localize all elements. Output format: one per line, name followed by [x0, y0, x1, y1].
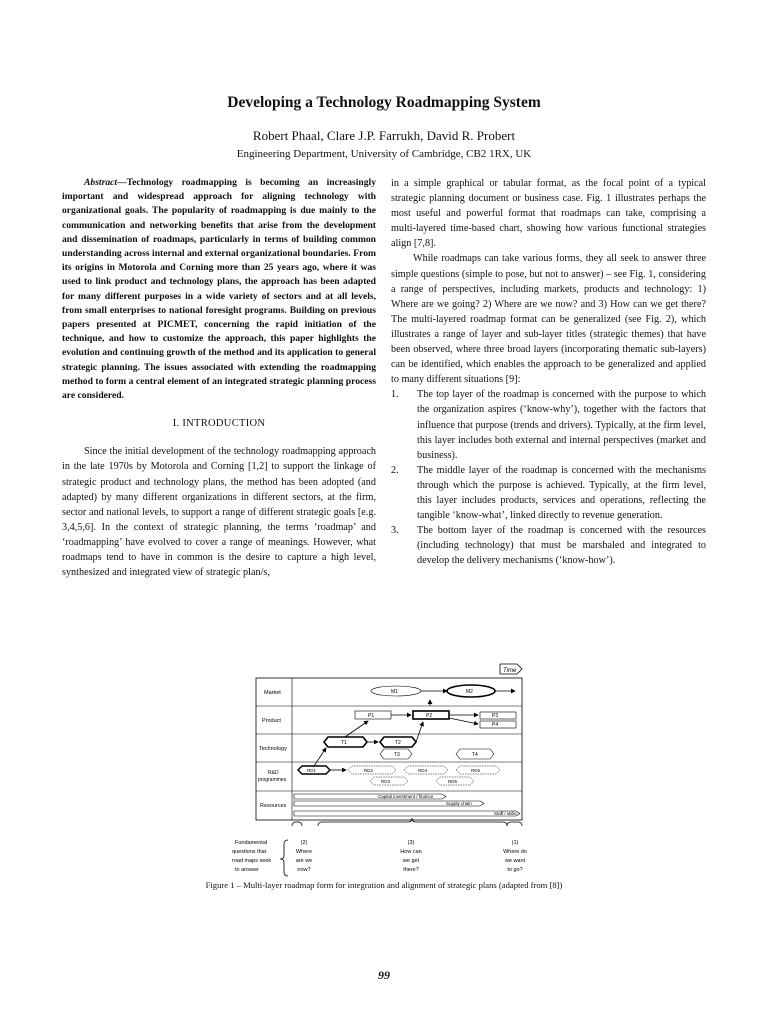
roadmap-figure: [218, 660, 534, 882]
product-item-p4-label: P4: [492, 722, 499, 728]
intro-paragraph-1-continued: in a simple graphical or tabular format, as the focal point of a typical strategic planning document or business case. Fig. 1 illustrates perhaps the most useful and powerful format that roadmaps can take, comprising a multi-layered time-based chart, showing how various functional strategies align [7,8].: [391, 178, 706, 250]
question-1-line: (1): [511, 840, 519, 846]
question-2-line: are we: [295, 858, 313, 864]
technology-item-t3-label: T3: [394, 752, 400, 758]
list-item: [391, 463, 706, 523]
question-1: [503, 840, 527, 873]
rd-item-rd5-label: RD5: [448, 779, 458, 784]
fundamental-questions-intro: [232, 840, 271, 873]
question-3-line: we get: [402, 858, 420, 864]
questions-intro-line: road maps seek: [232, 858, 272, 864]
roadmap-layer-list: [391, 387, 706, 568]
technology-item-t1-label: T1: [341, 740, 347, 746]
list-item-number: 1.: [391, 389, 399, 401]
product-item-p2-label: P2: [426, 713, 433, 719]
product-item-p1-label: P1: [368, 713, 375, 719]
list-item-text: The top layer of the roadmap is concerned with the purpose to which the organization aspires (‘know-why’), together with the factors that influence that purpose (trends and drivers). Typically, at the firm level, this layer includes both external and internal perspectives (market and business).: [417, 389, 706, 461]
list-item: [391, 387, 706, 462]
layer-label-market: Market: [264, 690, 281, 696]
intro-paragraph-1: Since the initial development of the technology roadmapping approach in the late 1970s by Motorola and Corning [1,2] to support the linkage of strategic product and technology plans, the method has been adopted (and adapted) by many different organizations in different sectors, at the firm, sector and national levels, to support a range of different strategic goals [e.g. 3,4,5,6]. In the context of strategic planning, the terms ‘roadmap’ and ‘roadmapping’ have evolved to cover a range of meanings. However, what roadmaps tend to have in common is the desire to capture a high level, synthesized and integrated view of strategic plan/s,: [62, 446, 376, 579]
time-arrow: [500, 664, 522, 674]
figure-caption: Figure 1 – Multi-layer roadmap form for integration and alignment of strategic plans (adapted from [8]): [205, 880, 563, 890]
market-item-m2-label: M2: [466, 689, 473, 695]
question-2-line: Where: [295, 849, 313, 855]
paper-affiliation: Engineering Department, University of Cambridge, CB2 1RX, UK: [236, 148, 532, 160]
page-number: 99: [378, 968, 390, 982]
rd-item-rd1-label: RD1: [307, 768, 317, 773]
resource-bar-staff-label: Staff / skills: [494, 811, 517, 816]
paper-authors: Robert Phaal, Clare J.P. Farrukh, David R. Probert: [252, 128, 516, 143]
layer-label-resources: Resources: [260, 803, 287, 809]
questions-intro-line: Fundamental: [235, 840, 268, 846]
question-3-line: (3): [407, 840, 415, 846]
question-1-line: to go?: [507, 867, 523, 873]
section-heading-introduction: I. INTRODUCTION: [172, 418, 266, 430]
technology-item-t4-label: T4: [472, 752, 478, 758]
resource-bar-staff: [294, 811, 520, 816]
right-column: [391, 176, 706, 568]
rd-item-rd3-label: RD3: [381, 779, 391, 784]
rd-item-rd6-label: RD6: [471, 768, 481, 773]
questions-intro-line: questions that: [232, 849, 267, 855]
question-2: [296, 840, 313, 873]
question-1-line: we want: [504, 858, 526, 864]
market-item-m1-label: M1: [391, 689, 398, 695]
list-item: [391, 523, 706, 568]
layer-label-rd-line2: programmes: [258, 777, 287, 783]
question-2-line: (2): [300, 840, 308, 846]
abstract-lead: Abstract: [84, 177, 118, 188]
list-item-number: 3.: [391, 525, 399, 537]
list-item-text: The bottom layer of the roadmap is concerned with the resources (including technology) that must be marshaled and integrated to develop the delivery mechanisms (‘know-how’).: [417, 525, 706, 567]
question-3-line: How can: [400, 849, 422, 855]
abstract: [62, 176, 376, 403]
resource-bar-capital-label: Capital investment / finance: [378, 794, 434, 799]
question-3: [400, 840, 421, 873]
time-label: Time: [503, 668, 517, 674]
layer-label-product: Product: [262, 718, 281, 724]
abstract-body: —Technology roadmapping is becoming an increasingly important and widespread approach for aligning technology with organizational goals. The popularity of roadmapping is due mainly to the communication and networking benefits that arise from the development and dissemination of roadmaps, particularly in terms of building common understanding across internal and external organizational boundaries. From its origins in Motorola and Corning more than 25 years ago, where it was used to link product and technology plans, the approach has been adapted for many different purposes in a wide variety of sectors and at all levels, from small enterprises to national foresight programs. Building on previous papers presented at PICMET, concerning the rapid initiation of the technique, and how to customize the approach, this paper highlights the evolution and continuing growth of the method and its application to general strategic planning. The issues associated with extending the roadmapping method to form a central element of an integrated strategic planning process are considered.: [62, 177, 376, 402]
paper-title: Developing a Technology Roadmapping System: [227, 94, 541, 111]
question-2-line: now?: [297, 867, 311, 873]
rd-item-rd2-label: RD2: [364, 768, 374, 773]
layer-label-technology: Technology: [259, 746, 287, 752]
product-item-p3-label: P3: [492, 713, 499, 719]
intro-paragraph-2: While roadmaps can take various forms, they all seek to answer three simple questions (simple to pose, but not to answer) – see Fig. 1, considering a range of perspectives, including markets, products and technology: 1) Where are we going? 2) Where are we now? and 3) How can we get there? The multi-layered roadmap format can be generalized (see Fig. 2), which illustrates a range of layer and sub-layer titles (strategic themes) that have been observed, where three broad layers (incorporating thematic sub-layers) can be identified, which enables the approach to be generalized and applied to many different situations [9]:: [391, 253, 706, 386]
layer-label-rd-line1: R&D: [268, 770, 279, 776]
technology-item-t2-label: T2: [395, 740, 401, 746]
left-column: [62, 176, 376, 580]
question-braces: [280, 818, 522, 876]
list-item-number: 2.: [391, 464, 399, 476]
resource-bar-supply-label: Supply chain: [446, 801, 472, 806]
question-3-line: there?: [403, 867, 419, 873]
list-item-text: The middle layer of the roadmap is concerned with the mechanisms through which the purpose is achieved. Typically, at the firm level, this layer includes products, services and operations, reflecting the tangible ‘know-what’, linked directly to revenue generation.: [417, 464, 706, 522]
questions-intro-line: to answer: [235, 867, 259, 873]
question-1-line: Where do: [503, 849, 527, 855]
rd-item-rd4-label: RD4: [418, 768, 428, 773]
